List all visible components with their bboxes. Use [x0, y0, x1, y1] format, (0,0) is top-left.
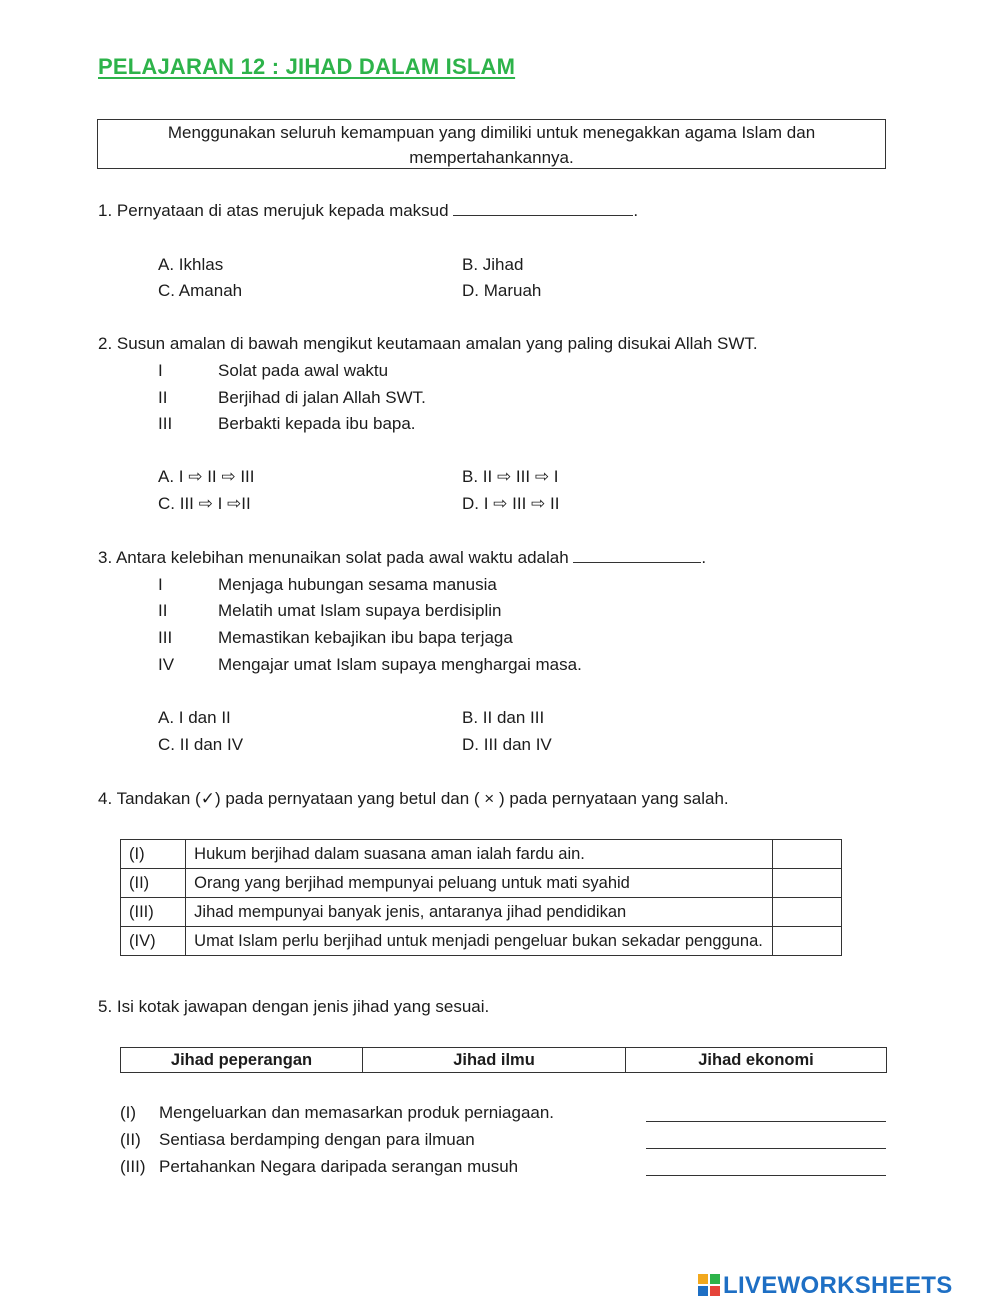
answer-cell[interactable]	[772, 898, 841, 927]
q2-item	[158, 361, 388, 381]
q3-item-number: II	[158, 601, 168, 620]
answer-cell[interactable]	[772, 869, 841, 898]
question-3-text: 3. Antara kelebihan menunaikan solat pada awal waktu adalah	[98, 548, 569, 567]
definition-box	[97, 119, 886, 169]
q2-item-number: I	[158, 361, 163, 380]
q1-option-d[interactable]: D. Maruah	[462, 281, 542, 300]
q3-item	[158, 628, 513, 648]
row-number: (IV)	[121, 927, 186, 956]
true-false-table	[120, 839, 842, 956]
answer-cell[interactable]	[772, 840, 841, 869]
answer-line[interactable]	[646, 1148, 886, 1149]
row-number: (III)	[121, 898, 186, 927]
question-2-text: 2. Susun amalan di bawah mengikut keutamaan amalan yang paling disukai Allah SWT.	[98, 334, 758, 353]
jihad-types-table	[120, 1047, 887, 1073]
row-number: (I)	[121, 840, 186, 869]
q3-option-a[interactable]: A. I dan II	[158, 708, 231, 727]
q3-item-number: IV	[158, 655, 175, 674]
jihad-type-cell[interactable]: Jihad peperangan	[121, 1048, 363, 1073]
q2-item-number: II	[158, 388, 168, 407]
question-1-period: .	[633, 201, 639, 220]
q2-item-text: Solat pada awal waktu	[218, 361, 389, 380]
q2-item-number: III	[158, 414, 173, 433]
q3-item-text: Memastikan kebajikan ibu bapa terjaga	[218, 628, 513, 647]
row-statement: Umat Islam perlu berjihad untuk menjadi pengeluar bukan sekadar pengguna.	[186, 927, 773, 956]
q3-item	[158, 655, 582, 675]
table-row	[121, 898, 842, 927]
liveworksheets-logo[interactable]	[698, 1272, 953, 1300]
q3-item-number: I	[158, 575, 163, 594]
q3-item	[158, 575, 497, 595]
brand-name: LIVEWORKSHEETS	[723, 1272, 953, 1299]
q2-item-text: Berjihad di jalan Allah SWT.	[218, 388, 426, 407]
q5-item-text: Mengeluarkan dan memasarkan produk perniagaan.	[159, 1103, 555, 1122]
page-title: PELAJARAN 12 : JIHAD DALAM ISLAM	[98, 54, 516, 79]
q3-item-text: Melatih umat Islam supaya berdisiplin	[218, 601, 502, 620]
q5-item-number: (III)	[120, 1157, 146, 1176]
table-row	[121, 869, 842, 898]
answer-line[interactable]	[646, 1121, 886, 1122]
question-1	[98, 201, 638, 221]
question-3	[98, 548, 706, 568]
jihad-type-cell[interactable]: Jihad ekonomi	[626, 1048, 887, 1073]
question-1-text: 1. Pernyataan di atas merujuk kepada maksud	[98, 201, 449, 220]
definition-line-1: Menggunakan seluruh kemampuan yang dimiliki untuk menegakkan agama Islam dan	[167, 123, 816, 142]
question-5-text: 5. Isi kotak jawapan dengan jenis jihad yang sesuai.	[98, 997, 490, 1016]
question-3-period: .	[701, 548, 707, 567]
row-statement: Orang yang berjihad mempunyai peluang untuk mati syahid	[186, 869, 773, 898]
table-row	[121, 927, 842, 956]
q2-option-c[interactable]: C. III ⇨ I ⇨II	[158, 494, 251, 513]
q3-item-text: Menjaga hubungan sesama manusia	[218, 575, 497, 594]
q3-option-d[interactable]: D. III dan IV	[462, 735, 552, 754]
q2-option-a[interactable]: A. I ⇨ II ⇨ III	[158, 467, 255, 486]
liveworksheets-icon	[698, 1274, 720, 1296]
q2-option-b[interactable]: B. II ⇨ III ⇨ I	[462, 467, 559, 486]
q2-item	[158, 388, 426, 408]
row-statement: Jihad mempunyai banyak jenis, antaranya jihad pendidikan	[186, 898, 773, 927]
q1-option-c[interactable]: C. Amanah	[158, 281, 243, 300]
q5-item	[120, 1130, 475, 1150]
jihad-type-cell[interactable]: Jihad ilmu	[363, 1048, 626, 1073]
q3-item	[158, 601, 501, 621]
q1-option-b[interactable]: B. Jihad	[462, 255, 524, 274]
q3-item-number: III	[158, 628, 173, 647]
q2-item-text: Berbakti kepada ibu bapa.	[218, 414, 416, 433]
row-statement: Hukum berjihad dalam suasana aman ialah fardu ain.	[186, 840, 773, 869]
question-3-blank[interactable]	[573, 548, 701, 563]
q3-option-b[interactable]: B. II dan III	[462, 708, 545, 727]
q3-item-text: Mengajar umat Islam supaya menghargai masa.	[218, 655, 582, 674]
q5-item-text: Pertahankan Negara daripada serangan musuh	[159, 1157, 519, 1176]
question-4-text: 4. Tandakan (✓) pada pernyataan yang betul dan ( × ) pada pernyataan yang salah.	[98, 789, 729, 808]
q5-item	[120, 1157, 518, 1177]
row-number: (II)	[121, 869, 186, 898]
answer-cell[interactable]	[772, 927, 841, 956]
q5-item-number: (II)	[120, 1130, 141, 1149]
q5-item-text: Sentiasa berdamping dengan para ilmuan	[159, 1130, 475, 1149]
q2-item	[158, 414, 416, 434]
q5-item-number: (I)	[120, 1103, 137, 1122]
q2-option-d[interactable]: D. I ⇨ III ⇨ II	[462, 494, 560, 513]
table-row	[121, 1048, 887, 1073]
q3-option-c[interactable]: C. II dan IV	[158, 735, 244, 754]
q5-item	[120, 1103, 554, 1123]
question-1-blank[interactable]	[453, 201, 633, 216]
answer-line[interactable]	[646, 1175, 886, 1176]
table-row	[121, 840, 842, 869]
definition-line-2: mempertahankannya.	[409, 148, 574, 167]
q1-option-a[interactable]: A. Ikhlas	[158, 255, 224, 274]
